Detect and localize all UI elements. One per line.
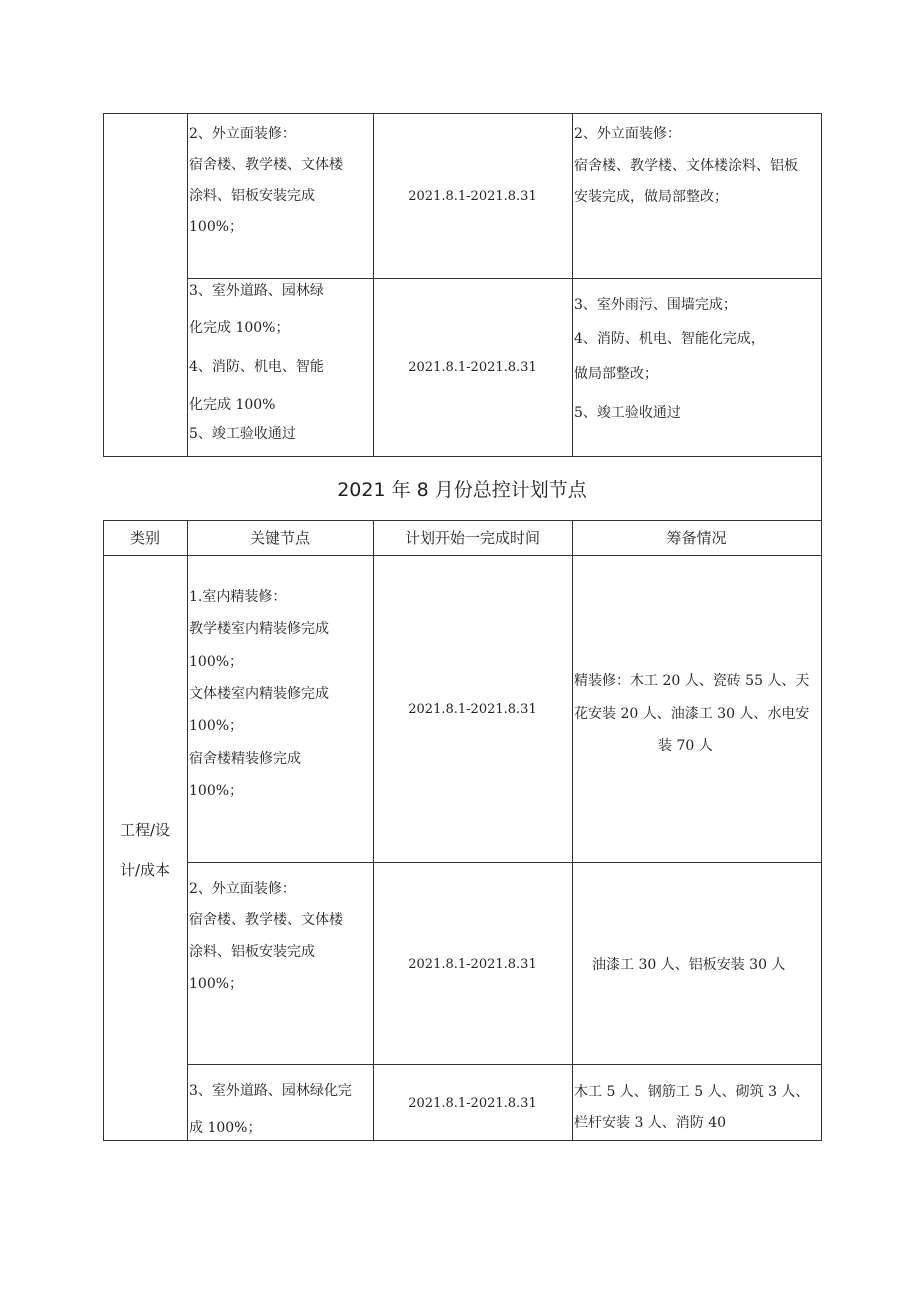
table-border-right bbox=[821, 113, 822, 1141]
row-divider bbox=[187, 1064, 822, 1065]
node-line: 100%； bbox=[189, 219, 244, 235]
node-line: 4、消防、机电、智能 bbox=[189, 359, 324, 375]
node-line: 宿舍楼、教学楼、文体楼 bbox=[189, 912, 343, 928]
status-line: 2、外立面装修： bbox=[574, 126, 681, 142]
node-line: 3、室外道路、园林绿化完 bbox=[189, 1083, 352, 1099]
col-divider bbox=[373, 113, 374, 457]
row-divider bbox=[103, 456, 822, 457]
col-divider bbox=[187, 113, 188, 457]
node-line: 1.室内精装修： bbox=[189, 589, 287, 605]
node-line: 化完成 100%； bbox=[189, 320, 290, 336]
node-line: 5、竣工验收通过 bbox=[189, 426, 296, 442]
header-key-node: 关键节点 bbox=[249, 529, 310, 547]
col-divider bbox=[187, 520, 188, 1141]
status-line: 安装完成，做局部整改； bbox=[574, 189, 728, 205]
node-line: 2、外立面装修： bbox=[189, 126, 296, 142]
node-line: 教学楼室内精装修完成 bbox=[189, 621, 329, 637]
prep-line: 油漆工 30 人、铝板安装 30 人 bbox=[592, 957, 786, 973]
plan-time: 2021.8.1-2021.8.31 bbox=[408, 189, 537, 204]
node-line: 100%； bbox=[189, 718, 244, 734]
header-preparation: 筹备情况 bbox=[666, 529, 727, 547]
table-border-bottom bbox=[103, 1140, 822, 1141]
category-label: 计/成本 bbox=[119, 861, 171, 879]
prep-line: 装 70 人 bbox=[658, 738, 713, 754]
node-line: 宿舍楼、教学楼、文体楼 bbox=[189, 157, 343, 173]
status-line: 4、消防、机电、智能化完成， bbox=[574, 331, 765, 347]
table-border-top bbox=[103, 113, 822, 114]
row-divider bbox=[187, 862, 822, 863]
node-line: 文体楼室内精装修完成 bbox=[189, 686, 329, 702]
prep-line: 精装修：木工 20 人、瓷砖 55 人、天 bbox=[574, 673, 810, 689]
status-line: 5、竣工验收通过 bbox=[574, 405, 681, 421]
header-plan-time: 计划开始一完成时间 bbox=[404, 529, 540, 547]
row-divider bbox=[103, 520, 822, 521]
header-category: 类别 bbox=[129, 529, 160, 547]
node-line: 3、室外道路、园林绿 bbox=[189, 283, 324, 299]
plan-time: 2021.8.1-2021.8.31 bbox=[408, 360, 537, 375]
category-label: 工程/设 bbox=[119, 821, 171, 839]
prep-line: 栏杆安装 3 人、消防 40 bbox=[574, 1115, 727, 1131]
node-line: 100%； bbox=[189, 783, 244, 799]
node-line: 化完成 100% bbox=[189, 397, 276, 413]
prep-line: 花安装 20 人、油漆工 30 人、水电安 bbox=[574, 706, 810, 722]
status-line: 宿舍楼、教学楼、文体楼涂料、铝板 bbox=[574, 158, 798, 174]
node-line: 100%； bbox=[189, 654, 244, 670]
node-line: 成 100%； bbox=[189, 1120, 262, 1136]
node-line: 涂料、铝板安装完成 bbox=[189, 188, 315, 204]
col-divider bbox=[572, 113, 573, 457]
table-border-left bbox=[103, 113, 104, 457]
col-divider bbox=[572, 520, 573, 1141]
plan-time: 2021.8.1-2021.8.31 bbox=[408, 702, 537, 717]
node-line: 100%； bbox=[189, 976, 244, 992]
status-line: 3、室外雨污、围墙完成； bbox=[574, 297, 737, 313]
plan-time: 2021.8.1-2021.8.31 bbox=[408, 1096, 537, 1111]
node-line: 宿舍楼精装修完成 bbox=[189, 751, 301, 767]
plan-time: 2021.8.1-2021.8.31 bbox=[408, 957, 537, 972]
status-line: 做局部整改； bbox=[574, 366, 658, 382]
node-line: 涂料、铝板安装完成 bbox=[189, 944, 315, 960]
prep-line: 木工 5 人、钢筋工 5 人、砌筑 3 人、 bbox=[574, 1084, 810, 1100]
node-line: 2、外立面装修： bbox=[189, 881, 296, 897]
row-divider bbox=[187, 278, 822, 279]
row-divider bbox=[103, 555, 822, 556]
section-title: 2021 年 8 月份总控计划节点 bbox=[337, 479, 587, 501]
col-divider bbox=[373, 520, 374, 1141]
